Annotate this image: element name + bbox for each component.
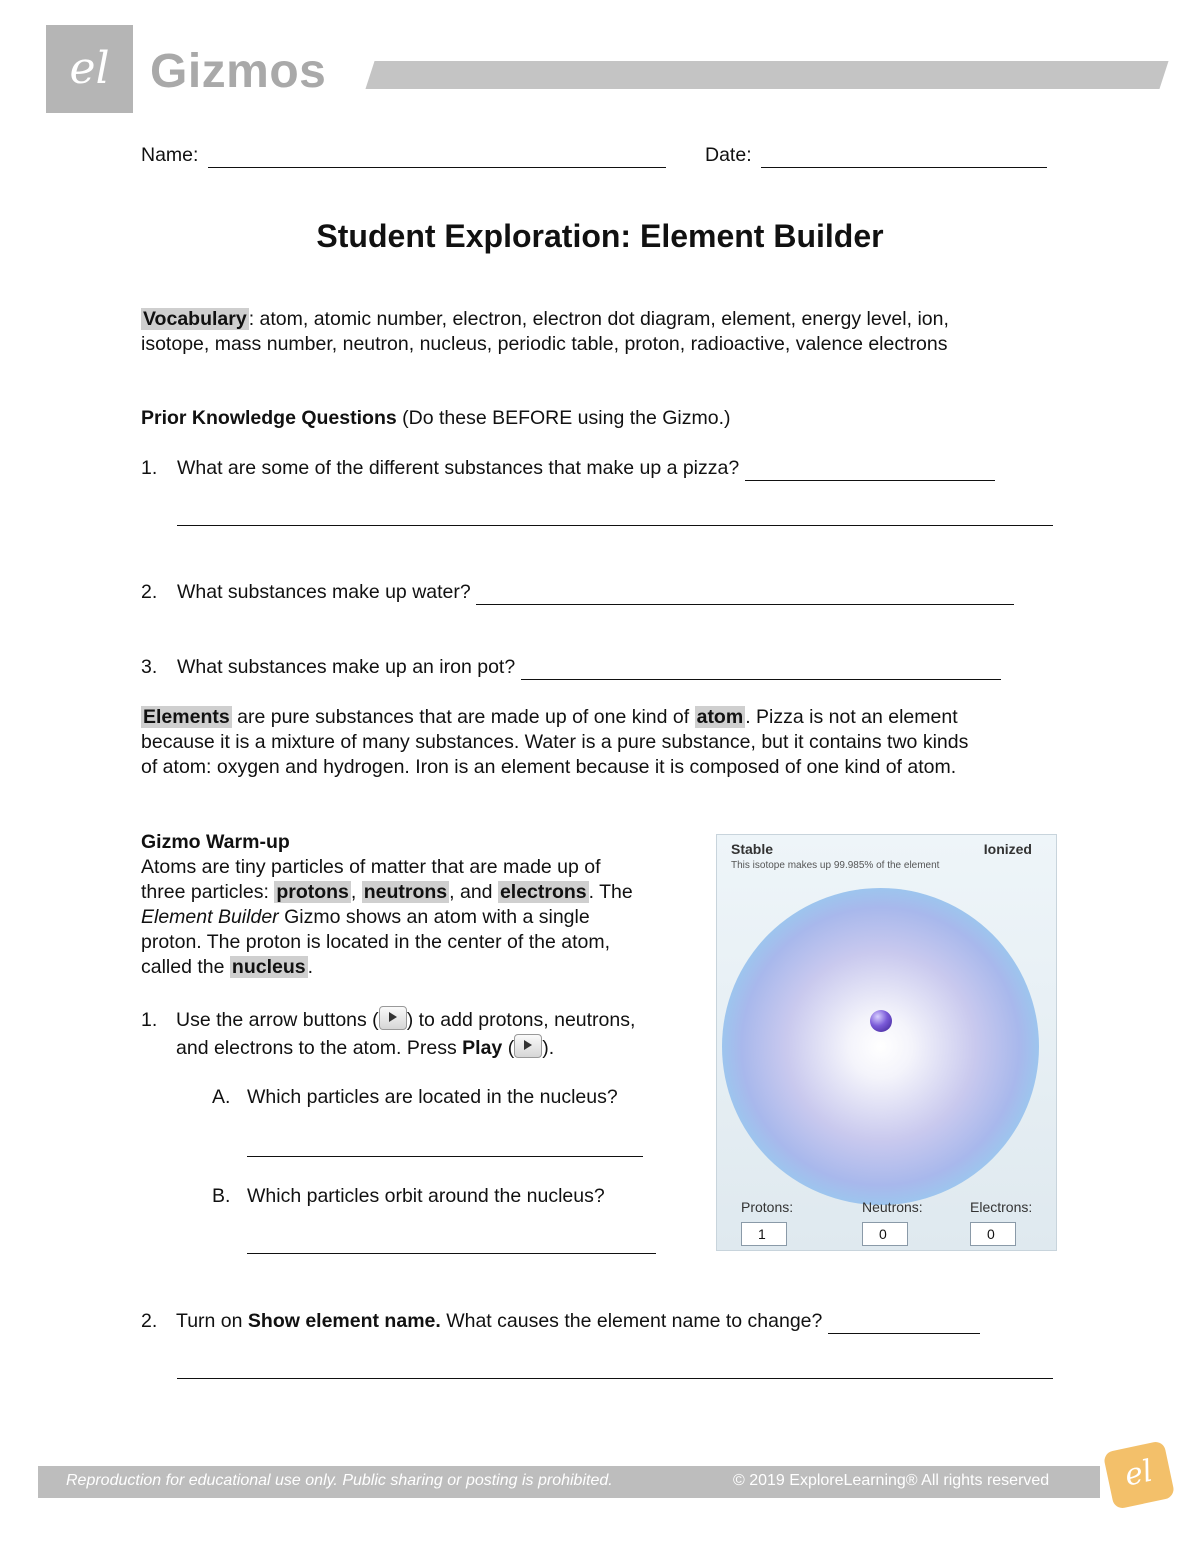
electrons-count[interactable]: 0 bbox=[970, 1222, 1016, 1246]
warmup-question-1 bbox=[141, 1006, 701, 1062]
date-field bbox=[705, 143, 1047, 168]
warmup-text: . The bbox=[588, 881, 633, 903]
term-neutrons: neutrons bbox=[363, 881, 448, 903]
vocabulary-line-1 bbox=[141, 307, 1091, 332]
question-text: ). bbox=[542, 1037, 555, 1059]
name-label: Name: bbox=[141, 144, 199, 166]
answer-line[interactable] bbox=[177, 525, 1053, 526]
warmup-line-3 bbox=[141, 905, 701, 930]
prior-knowledge-heading bbox=[141, 406, 731, 431]
vocabulary-label: Vocabulary bbox=[143, 308, 247, 330]
question-text: What substances make up water? bbox=[177, 581, 471, 603]
question-text: Turn on bbox=[176, 1310, 248, 1332]
neutrons-label: Neutrons: bbox=[862, 1199, 923, 1215]
elements-paragraph bbox=[141, 705, 1081, 780]
prior-question-3 bbox=[141, 655, 1001, 680]
vocabulary bbox=[141, 307, 1091, 357]
elements-line-2: because it is a mixture of many substances. Water is a pure substance, but it contains two kinds bbox=[141, 731, 969, 753]
stable-label: Stable bbox=[731, 841, 774, 857]
footer-copyright: © 2019 ExploreLearning® All rights reserved bbox=[733, 1472, 1050, 1489]
footer-logo-mark: el bbox=[1121, 1453, 1156, 1494]
answer-line[interactable] bbox=[247, 1253, 656, 1254]
neutrons-count[interactable]: 0 bbox=[862, 1222, 908, 1246]
term-electrons: electrons bbox=[499, 881, 587, 903]
question-number: 2. bbox=[141, 1310, 158, 1332]
gizmo-name: Element Builder bbox=[141, 906, 279, 928]
prior-question-2 bbox=[141, 580, 1014, 605]
warmup-line-5 bbox=[141, 955, 701, 980]
electrons-label: Electrons: bbox=[970, 1199, 1033, 1215]
answer-blank[interactable] bbox=[476, 604, 1014, 605]
vocabulary-text-1: : atom, atomic number, electron, electron dot diagram, element, energy level, ion, bbox=[248, 308, 949, 330]
brand-name: Gizmos bbox=[150, 45, 327, 98]
isotope-note: This isotope makes up 99.985% of the element bbox=[731, 860, 940, 871]
warmup-line-1: Atoms are tiny particles of matter that are made up of bbox=[141, 856, 601, 878]
footer-logo bbox=[1103, 1440, 1176, 1510]
term-elements: Elements bbox=[143, 706, 230, 728]
ionized-label: Ionized bbox=[983, 841, 1032, 857]
elements-line-1 bbox=[141, 705, 1081, 730]
atom-electron-cloud bbox=[722, 888, 1039, 1205]
question-text: What substances make up an iron pot? bbox=[177, 656, 516, 678]
prior-heading-text: Prior Knowledge Questions bbox=[141, 407, 397, 429]
date-label: Date: bbox=[705, 144, 752, 166]
warmup-text: three particles: bbox=[141, 881, 275, 903]
question-text: ( bbox=[502, 1037, 515, 1059]
header-bar bbox=[365, 61, 1168, 89]
prior-note: (Do these BEFORE using the Gizmo.) bbox=[396, 407, 731, 429]
gizmo-simulation-panel bbox=[716, 834, 1057, 1251]
question-number: 1. bbox=[141, 1009, 158, 1031]
term-protons: protons bbox=[276, 881, 349, 903]
question-text: Which particles are located in the nucleus? bbox=[247, 1086, 618, 1108]
warmup-text: called the bbox=[141, 956, 230, 978]
page-title: Student Exploration: Element Builder bbox=[316, 218, 884, 254]
question-letter: A. bbox=[212, 1086, 231, 1108]
warmup-q1-line-1 bbox=[141, 1006, 701, 1034]
header-logo-mark: el bbox=[69, 43, 110, 94]
protons-count[interactable]: 1 bbox=[741, 1222, 787, 1246]
play-button-icon bbox=[514, 1034, 542, 1058]
name-field bbox=[141, 143, 666, 168]
footer-notice: Reproduction for educational use only. Public sharing or posting is prohibited. bbox=[66, 1472, 613, 1489]
question-text: Which particles orbit around the nucleus? bbox=[247, 1185, 605, 1207]
question-text: ) to add protons, neutrons, bbox=[406, 1009, 636, 1031]
play-word: Play bbox=[462, 1037, 503, 1059]
warmup-heading: Gizmo Warm-up bbox=[141, 831, 290, 853]
answer-line[interactable] bbox=[177, 1378, 1053, 1379]
question-number: 3. bbox=[141, 656, 158, 678]
warmup-text: , and bbox=[449, 881, 498, 903]
answer-blank[interactable] bbox=[521, 679, 1001, 680]
warmup-text: . bbox=[307, 956, 314, 978]
question-text: What are some of the different substances that make up a pizza? bbox=[177, 457, 740, 479]
elements-text: are pure substances that are made up of one kind of bbox=[231, 706, 695, 728]
header-logo-tile bbox=[46, 25, 133, 113]
warmup-line-2 bbox=[141, 880, 701, 905]
elements-text: . Pizza is not an element bbox=[745, 706, 958, 728]
answer-blank[interactable] bbox=[745, 480, 995, 481]
arrow-button-icon bbox=[379, 1006, 407, 1030]
warmup-question-a bbox=[212, 1085, 618, 1110]
warmup-question-b bbox=[212, 1184, 605, 1209]
protons-label: Protons: bbox=[741, 1199, 794, 1215]
question-text: What causes the element name to change? bbox=[440, 1310, 823, 1332]
elements-line-3: of atom: oxygen and hydrogen. Iron is an element because it is composed of one kind of atom. bbox=[141, 756, 957, 778]
question-number: 2. bbox=[141, 581, 158, 603]
question-text: and electrons to the atom. Press bbox=[176, 1037, 463, 1059]
question-letter: B. bbox=[212, 1185, 231, 1207]
show-element-name: Show element name. bbox=[247, 1310, 441, 1332]
date-blank[interactable] bbox=[761, 167, 1047, 168]
warmup-text: Gizmo shows an atom with a single bbox=[278, 906, 590, 928]
term-atom: atom bbox=[696, 706, 744, 728]
question-text: Use the arrow buttons ( bbox=[176, 1009, 379, 1031]
warmup-text: , bbox=[350, 881, 362, 903]
name-blank[interactable] bbox=[208, 167, 666, 168]
question-number: 1. bbox=[141, 457, 158, 479]
warmup-question-2 bbox=[141, 1309, 980, 1334]
term-nucleus: nucleus bbox=[231, 956, 306, 978]
vocabulary-line-2: isotope, mass number, neutron, nucleus, periodic table, proton, radioactive, valence electrons bbox=[141, 333, 948, 355]
warmup-q1-line-2 bbox=[141, 1034, 701, 1062]
warmup-section bbox=[141, 830, 701, 980]
warmup-line-4: proton. The proton is located in the center of the atom, bbox=[141, 931, 611, 953]
answer-blank[interactable] bbox=[828, 1333, 980, 1334]
answer-line[interactable] bbox=[247, 1156, 643, 1157]
prior-question-1 bbox=[141, 456, 995, 481]
proton-nucleus bbox=[870, 1010, 892, 1032]
